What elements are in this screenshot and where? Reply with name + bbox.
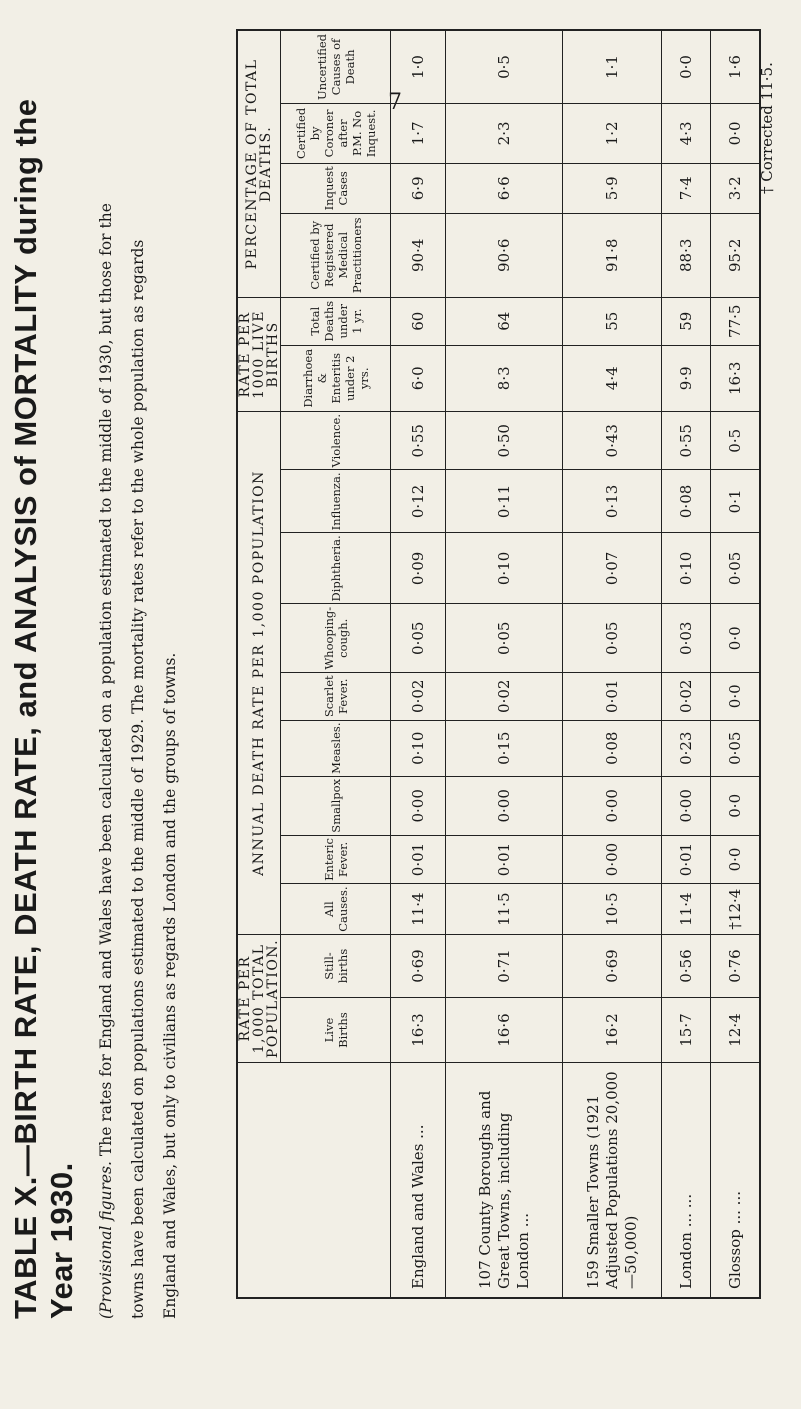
cell-enteric: 0·01 [662,835,711,884]
cell-violence: 0·55 [662,412,711,471]
cell-whooping: 0·05 [563,604,662,673]
cell-certified-med: 95·2 [711,213,761,297]
percentage-header: PERCENTAGE OF TOTAL DEATHS. [237,30,281,297]
cell-smallpox: 0·0 [711,776,761,835]
cell-smallpox: 0·00 [391,776,446,835]
annual-death-header: ANNUAL DEATH RATE PER 1,000 POPULATION [237,412,281,935]
cell-diarrhoea: 4·4 [563,345,662,411]
cell-whooping: 0·05 [391,604,446,673]
cell-uncertified: 1·0 [391,30,446,103]
cell-enteric: 0·01 [391,835,446,884]
cell-live-births: 16·2 [563,998,662,1063]
cell-diphtheria: 0·05 [711,533,761,604]
cell-enteric: 0·0 [711,835,761,884]
cell-enteric: 0·01 [446,835,563,884]
cell-influenza: 0·12 [391,470,446,533]
violence-header: Violence. [281,412,391,471]
cell-diphtheria: 0·07 [563,533,662,604]
cell-influenza: 0·08 [662,470,711,533]
cell-certified-med: 90·4 [391,213,446,297]
certified-med-header: Certified by Registered Medical Practitioners [281,213,391,297]
cell-measles: 0·05 [711,720,761,776]
cell-scarlet: 0·01 [563,673,662,721]
cell-scarlet: 0·02 [446,673,563,721]
row-area: Glossop ... ... [711,1063,761,1299]
cell-uncertified: 1·6 [711,30,761,103]
cell-smallpox: 0·00 [446,776,563,835]
cell-infant: 55 [563,297,662,345]
table-row [391,30,446,1298]
note-lead: (Provisional figures. [97,1161,115,1319]
cell-inquest: 6·6 [446,163,563,213]
table-row [563,30,662,1298]
cell-still-births: 0·56 [662,934,711,997]
cell-influenza: 0·13 [563,470,662,533]
measles-header: Measles. [281,720,391,776]
table-row [711,30,761,1298]
cell-violence: 0·43 [563,412,662,471]
infant-header: Total Deaths under 1 yr. [281,297,391,345]
table-row [662,30,711,1298]
page-number: 7 [388,90,402,115]
cell-enteric: 0·00 [563,835,662,884]
cell-measles: 0·10 [391,720,446,776]
cell-live-births: 16·3 [391,998,446,1063]
diphtheria-header: Diphtheria. [281,533,391,604]
cell-diphtheria: 0·10 [446,533,563,604]
cell-whooping: 0·03 [662,604,711,673]
cell-infant: 77·5 [711,297,761,345]
cell-measles: 0·15 [446,720,563,776]
cell-inquest: 6·9 [391,163,446,213]
table-note [90,69,186,1319]
cell-certified-med: 88·3 [662,213,711,297]
cell-smallpox: 0·00 [563,776,662,835]
cell-diphtheria: 0·09 [391,533,446,604]
cell-uncertified: 1·1 [563,30,662,103]
certified-coroner-header: Certified by Coroner after P.M. No Inquest. [281,103,391,163]
mortality-table [236,29,761,1299]
cell-still-births: 0·71 [446,934,563,997]
rate-births-header: RATE PER 1000 LIVE BIRTHS [237,297,281,411]
caption [8,69,186,1319]
cell-inquest: 3·2 [711,163,761,213]
diarrhoea-header: Diarrhoea & Enteritis under 2 yrs. [281,345,391,411]
table-row [446,30,563,1298]
cell-all-causes: †12·4 [711,884,761,935]
cell-influenza: 0·1 [711,470,761,533]
footnote: † Corrected 11·5. [758,62,776,194]
cell-violence: 0·50 [446,412,563,471]
enteric-header: Enteric Fever. [281,835,391,884]
note-line-1: The rates for England and Wales have been calculated on a population estimated to the middle of 1930, but those for the [97,203,115,1157]
live-births-header: Live Births [281,998,391,1063]
cell-certified-med: 90·6 [446,213,563,297]
cell-all-causes: 11·5 [446,884,563,935]
cell-still-births: 0·76 [711,934,761,997]
cell-measles: 0·23 [662,720,711,776]
cell-all-causes: 11·4 [391,884,446,935]
cell-whooping: 0·0 [711,604,761,673]
row-area: England and Wales ... [391,1063,446,1299]
area-header [237,1063,391,1299]
all-causes-header: All Causes. [281,884,391,935]
smallpox-header: Smallpox [281,776,391,835]
cell-live-births: 16·6 [446,998,563,1063]
cell-uncertified: 0·0 [662,30,711,103]
cell-infant: 64 [446,297,563,345]
cell-certified-coroner: 2·3 [446,103,563,163]
cell-violence: 0·55 [391,412,446,471]
cell-certified-coroner: 1·2 [563,103,662,163]
cell-certified-coroner: 4·3 [662,103,711,163]
cell-infant: 60 [391,297,446,345]
cell-whooping: 0·05 [446,604,563,673]
cell-certified-med: 91·8 [563,213,662,297]
note-line-2: towns have been calculated on populations estimated to the middle of 1929. The mortality rates refer to the whole population as regards [129,239,147,1319]
cell-still-births: 0·69 [563,934,662,997]
cell-uncertified: 0·5 [446,30,563,103]
cell-infant: 59 [662,297,711,345]
cell-all-causes: 11·4 [662,884,711,935]
cell-live-births: 12·4 [711,998,761,1063]
cell-scarlet: 0·02 [391,673,446,721]
cell-measles: 0·08 [563,720,662,776]
cell-smallpox: 0·00 [662,776,711,835]
row-area: 159 Smaller Towns (1921 Adjusted Populations 20,000—50,000) [563,1063,662,1299]
cell-all-causes: 10·5 [563,884,662,935]
cell-scarlet: 0·02 [662,673,711,721]
uncertified-header: Uncertified Causes of Death [281,30,391,103]
influenza-header: Influenza. [281,470,391,533]
cell-diarrhoea: 8·3 [446,345,563,411]
cell-live-births: 15·7 [662,998,711,1063]
cell-violence: 0·5 [711,412,761,471]
cell-scarlet: 0·0 [711,673,761,721]
table-title: TABLE X.—BIRTH RATE, DEATH RATE, and ANALYSIS of MORTALITY during the Year 1930. [8,98,79,1319]
cell-diarrhoea: 9·9 [662,345,711,411]
row-area: London ... ... [662,1063,711,1299]
cell-diphtheria: 0·10 [662,533,711,604]
cell-still-births: 0·69 [391,934,446,997]
scarlet-header: Scarlet Fever. [281,673,391,721]
rate-population-header: RATE PER 1,000 TOTAL POPULATION. [237,934,281,1062]
note-line-3: England and Wales, but only to civilians as regards London and the groups of towns. [161,652,179,1319]
still-births-header: Still-births [281,934,391,997]
cell-diarrhoea: 6·0 [391,345,446,411]
cell-certified-coroner: 0·0 [711,103,761,163]
cell-inquest: 7·4 [662,163,711,213]
cell-inquest: 5·9 [563,163,662,213]
row-area: 107 County Boroughs and Great Towns, including London ... [446,1063,563,1299]
whooping-header: Whooping-cough. [281,604,391,673]
cell-diarrhoea: 16·3 [711,345,761,411]
cell-influenza: 0·11 [446,470,563,533]
cell-certified-coroner: 1·7 [391,103,446,163]
inquest-header: Inquest Cases [281,163,391,213]
